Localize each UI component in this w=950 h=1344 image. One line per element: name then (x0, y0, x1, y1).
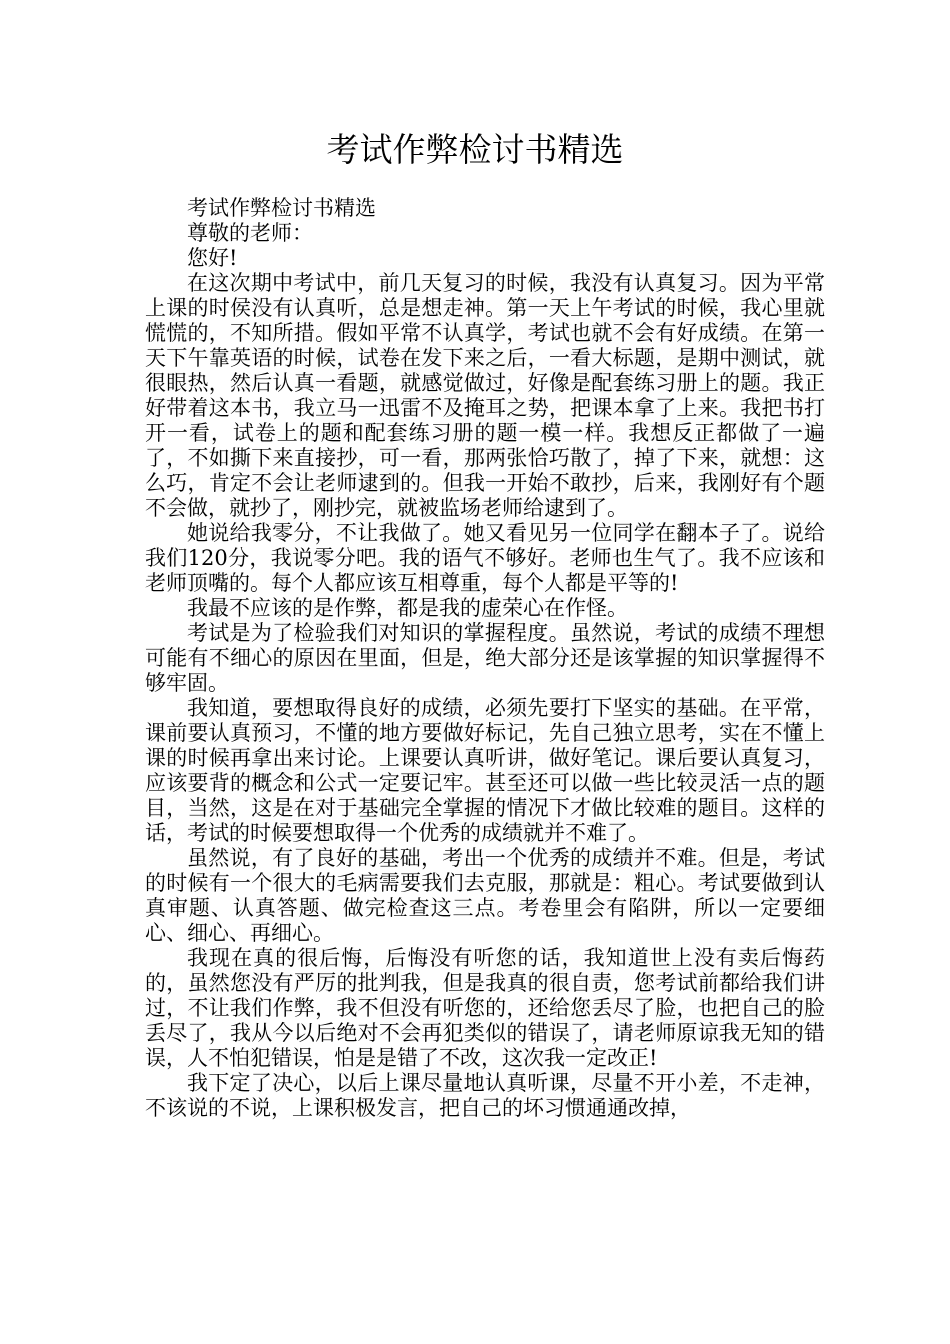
paragraph: 考试是为了检验我们对知识的掌握程度。虽然说，考试的成绩不理想可能有不细心的原因在里面，但是，绝大部分还是该掌握的知识掌握得不够牢固。 (145, 621, 825, 695)
paragraph: 我最不应该的是作弊，都是我的虚荣心在作怪。 (187, 596, 628, 620)
paragraph: 她说给我零分，不让我做了。她又看见另一位同学在翻本子了。说给我们120分，我说零分吧。我的语气不够好。老师也生气了。我不应该和老师顶嘴的。每个人都应该互相尊重，每个人都是平等的! (145, 521, 825, 595)
paragraph-salutation: 尊敬的老师： (187, 221, 313, 245)
document-body (145, 196, 825, 1121)
document-title: 考试作弊检讨书精选 (326, 130, 624, 169)
paragraph: 虽然说，有了良好的基础，考出一个优秀的成绩并不难。但是，考试的时候有一个很大的毛病需要我们去克服，那就是：粗心。考试要做到认真审题、认真答题、做完检查这三点。考卷里会有陷阱，所以一定要细心、细心、再细心。 (145, 846, 825, 945)
paragraph-heading-repeat: 考试作弊检讨书精选 (187, 196, 376, 220)
paragraph-greeting: 您好! (187, 246, 238, 270)
paragraph: 我现在真的很后悔，后悔没有听您的话，我知道世上没有卖后悔药的，虽然您没有严厉的批判我，但是我真的很自责，您考试前都给我们讲过，不让我们作弊，我不但没有听您的，还给您丢尽了脸，也把自己的脸丢尽了，我从今以后绝对不会再犯类似的错误了，请老师原谅我无知的错误，人不怕犯错误，怕是是错了不改，这次我一定改正! (145, 946, 825, 1070)
paragraph: 在这次期中考试中，前几天复习的时候，我没有认真复习。因为平常上课的时侯没有认真听，总是想走神。第一天上午考试的时候，我心里就慌慌的，不知所措。假如平常不认真学，考试也就不会有好成绩。在第一天下午靠英语的时候，试卷在发下来之后，一看大标题，是期中测试，就很眼热，然后认真一看题，就感觉做过，好像是配套练习册上的题。我正好带着这本书，我立马一迅雷不及掩耳之势，把课本拿了上来。我把书打开一看，试卷上的题和配套练习册的题一模一样。我想反正都做了一遍了，不如撕下来直接抄，可一看，那两张恰巧散了，掉了下来，就想：这么巧，肯定不会让老师逮到的。但我一开始不敢抄，后来，我刚好有个题不会做，就抄了，刚抄完，就被监场老师给逮到了。 (145, 271, 825, 520)
paragraph: 我知道，要想取得良好的成绩，必须先要打下坚实的基础。在平常，课前要认真预习，不懂的地方要做好标记，先自己独立思考，实在不懂上课的时候再拿出来讨论。上课要认真听讲，做好笔记。课后要认真复习，应该要背的概念和公式一定要记牢。甚至还可以做一些比较灵活一点的题目，当然，这是在对于基础完全掌握的情况下才做比较难的题目。这样的话，考试的时候要想取得一个优秀的成绩就并不难了。 (145, 696, 825, 845)
paragraph: 我下定了决心，以后上课尽量地认真听课，尽量不开小差，不走神，不该说的不说，上课积极发言，把自己的坏习惯通通改掉， (145, 1071, 825, 1120)
